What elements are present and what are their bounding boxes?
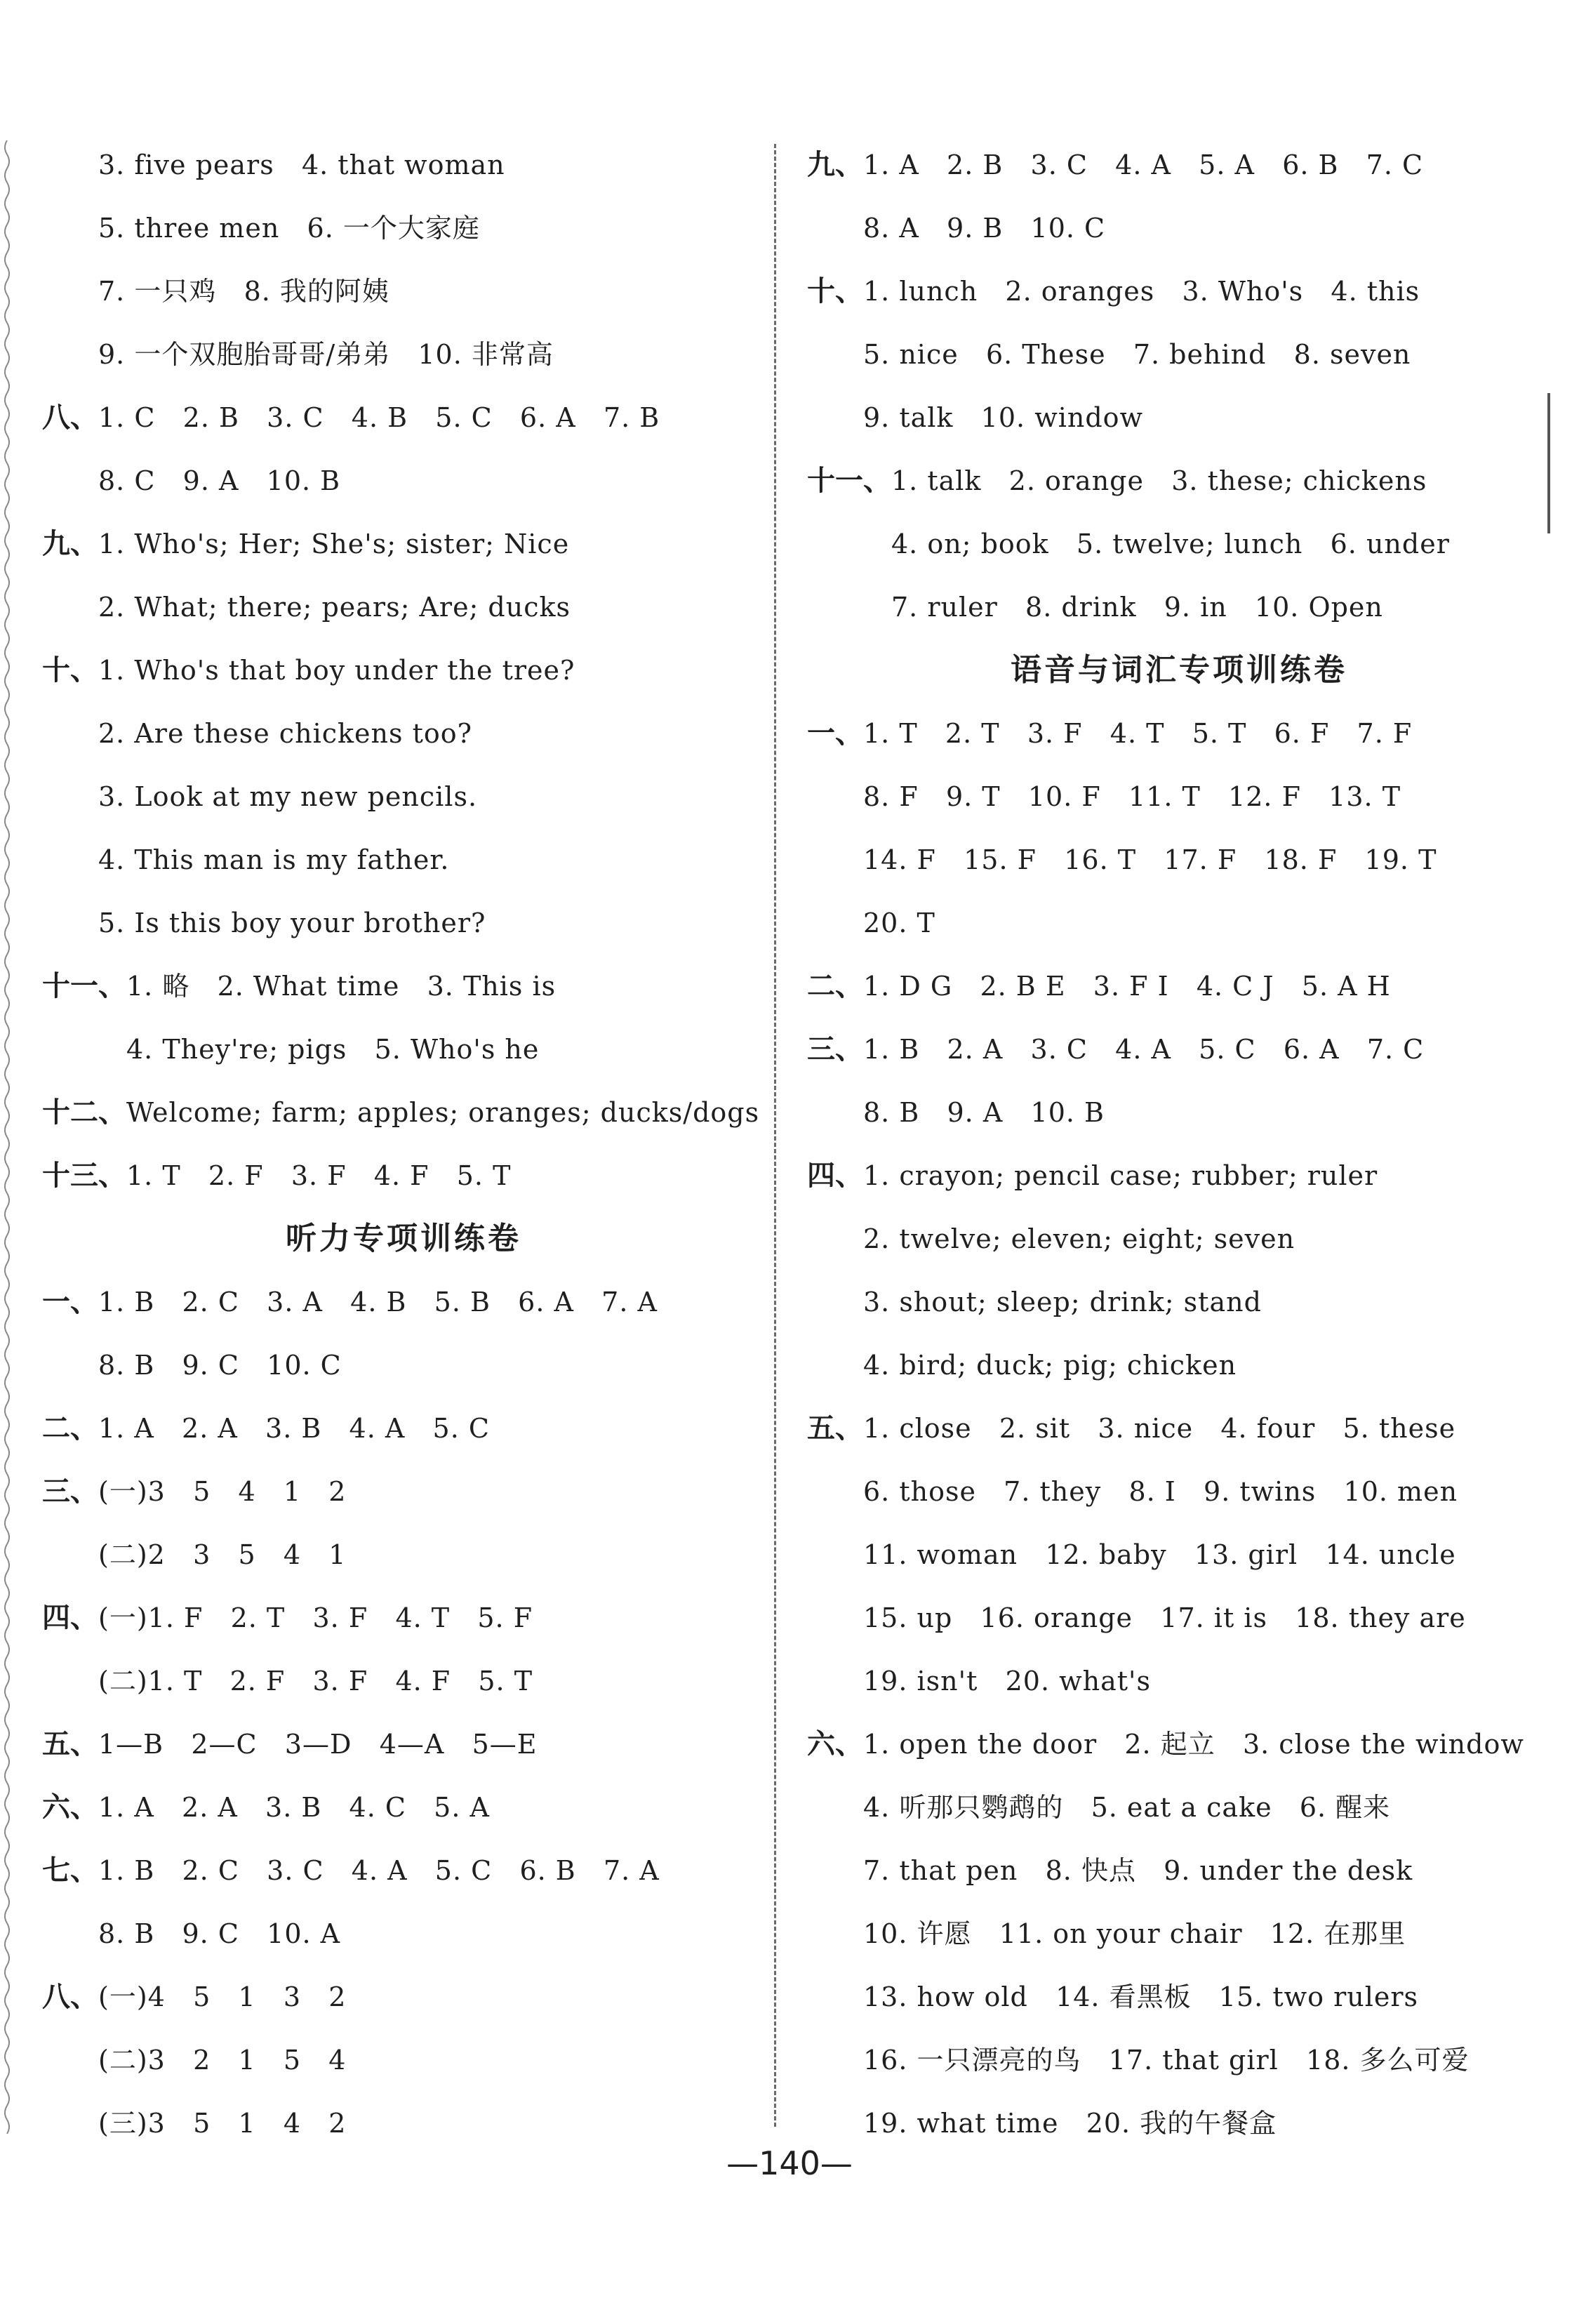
answer-line xyxy=(98,702,472,765)
answer-line xyxy=(42,1081,759,1144)
answer-line xyxy=(863,2028,1470,2092)
answer-line xyxy=(863,386,1143,449)
answer-text: (二)2 3 5 4 1 xyxy=(98,1539,347,1570)
answer-text: 3. Look at my new pencils. xyxy=(98,781,478,812)
section-number: 十二、 xyxy=(42,1096,126,1129)
page-number: —140— xyxy=(726,2144,853,2182)
answer-line xyxy=(42,512,569,576)
answer-line xyxy=(863,1776,1390,1839)
answer-line xyxy=(98,197,480,260)
section-number: 八、 xyxy=(42,401,98,434)
answer-text: 1. open the door 2. 起立 3. close the window xyxy=(863,1729,1524,1760)
answer-line xyxy=(863,1649,1151,1713)
answer-text: 16. 一只漂亮的鸟 17. that girl 18. 多么可爱 xyxy=(863,2045,1470,2076)
answer-line xyxy=(807,1397,1455,1460)
answer-line xyxy=(807,1018,1424,1081)
section-number: 一、 xyxy=(807,717,863,750)
section-number: 六、 xyxy=(42,1791,98,1824)
answer-text: (一)3 5 4 1 2 xyxy=(98,1476,347,1507)
answer-text: 5. nice 6. These 7. behind 8. seven xyxy=(863,339,1411,370)
answer-line xyxy=(98,133,505,197)
section-number: 二、 xyxy=(42,1412,98,1445)
section-number: 四、 xyxy=(42,1602,98,1634)
answer-text: 6. those 7. they 8. I 9. twins 10. men xyxy=(863,1476,1458,1507)
answer-line xyxy=(42,1965,346,2028)
answer-text: 8. B 9. C 10. A xyxy=(98,1918,341,1949)
answer-text: 1. talk 2. orange 3. these; chickens xyxy=(891,465,1427,496)
section-number: 八、 xyxy=(42,1981,98,2013)
section-number: 六、 xyxy=(807,1728,863,1760)
answer-text: 8. C 9. A 10. B xyxy=(98,465,341,496)
answer-text: 5. three men 6. 一个大家庭 xyxy=(98,213,480,244)
answer-text: (二)3 2 1 5 4 xyxy=(98,2045,347,2076)
answer-line xyxy=(863,1334,1237,1397)
answer-text: 3. five pears 4. that woman xyxy=(98,150,505,180)
answer-text: 1. D G 2. B E 3. F I 4. C J 5. A H xyxy=(863,971,1391,1002)
answer-text: (三)3 5 1 4 2 xyxy=(98,2108,347,2139)
answer-text: 1. C 2. B 3. C 4. B 5. C 6. A 7. B xyxy=(98,402,660,433)
answer-line xyxy=(42,639,575,702)
answer-line xyxy=(98,1902,340,1965)
answer-line xyxy=(863,1523,1456,1586)
section-number: 三、 xyxy=(807,1033,863,1065)
answer-text: 1. Who's; Her; She's; sister; Nice xyxy=(98,529,570,559)
answer-line xyxy=(863,891,935,955)
answer-text: 19. what time 20. 我的午餐盒 xyxy=(863,2108,1277,2139)
answer-text: 5. Is this boy your brother? xyxy=(98,908,486,938)
answer-text: 9. 一个双胞胎哥哥/弟弟 10. 非常高 xyxy=(98,339,554,370)
answer-text: 1. B 2. A 3. C 4. A 5. C 6. A 7. C xyxy=(863,1034,1425,1065)
answer-text: 4. 听那只鹦鹉的 5. eat a cake 6. 醒来 xyxy=(863,1792,1391,1823)
answer-text: 1. lunch 2. oranges 3. Who's 4. this xyxy=(863,276,1420,307)
answer-line xyxy=(863,828,1437,891)
answer-line xyxy=(42,1586,533,1649)
answer-text: 1. T 2. T 3. F 4. T 5. T 6. F 7. F xyxy=(863,718,1413,749)
answer-text: 1. 略 2. What time 3. This is xyxy=(126,971,557,1002)
answer-line xyxy=(863,1839,1413,1902)
answer-text: 4. bird; duck; pig; chicken xyxy=(863,1350,1237,1381)
answer-line xyxy=(807,260,1420,323)
answer-line xyxy=(98,765,477,828)
answer-line xyxy=(42,1144,511,1207)
section-heading: 语音与词汇专项训练卷 xyxy=(1011,652,1347,688)
section-number: 七、 xyxy=(42,1854,98,1887)
binding-edge-decoration xyxy=(0,140,14,2134)
answer-line xyxy=(98,891,486,955)
answer-line xyxy=(98,260,389,323)
answer-text: 10. 许愿 11. on your chair 12. 在那里 xyxy=(863,1918,1406,1949)
section-number: 十三、 xyxy=(42,1160,126,1192)
section-number: 十一、 xyxy=(42,970,126,1002)
answer-text: 7. 一只鸡 8. 我的阿姨 xyxy=(98,276,389,307)
section-number: 二、 xyxy=(807,970,863,1002)
answer-line xyxy=(807,133,1423,197)
answer-line xyxy=(98,1649,533,1713)
answer-text: (一)4 5 1 3 2 xyxy=(98,1981,347,2012)
answer-line xyxy=(98,1334,342,1397)
answer-line xyxy=(807,702,1412,765)
answer-text: 2. What; there; pears; Are; ducks xyxy=(98,592,571,623)
section-number: 九、 xyxy=(42,528,98,560)
answer-text: 7. ruler 8. drink 9. in 10. Open xyxy=(891,592,1383,623)
answer-text: 14. F 15. F 16. T 17. F 18. F 19. T xyxy=(863,844,1437,875)
answer-text: 1. A 2. B 3. C 4. A 5. A 6. B 7. C xyxy=(863,150,1424,180)
answer-line xyxy=(98,2028,346,2092)
answer-text: 11. woman 12. baby 13. girl 14. uncle xyxy=(863,1539,1456,1570)
section-number: 十、 xyxy=(42,654,98,686)
answer-line xyxy=(891,512,1450,576)
answer-line xyxy=(807,1144,1378,1207)
answer-line xyxy=(863,1902,1406,1965)
answer-text: 1. B 2. C 3. A 4. B 5. B 6. A 7. A xyxy=(98,1287,658,1317)
answer-text: 4. on; book 5. twelve; lunch 6. under xyxy=(891,529,1450,559)
section-number: 五、 xyxy=(42,1728,98,1760)
answer-text: 8. B 9. A 10. B xyxy=(863,1097,1105,1128)
answer-text: 19. isn't 20. what's xyxy=(863,1666,1151,1696)
answer-text: 9. talk 10. window xyxy=(863,402,1144,433)
answer-text: 3. shout; sleep; drink; stand xyxy=(863,1287,1262,1317)
answer-text: 1—B 2—C 3—D 4—A 5—E xyxy=(98,1729,538,1760)
answer-line xyxy=(807,955,1391,1018)
section-number: 九、 xyxy=(807,149,863,181)
answer-text: 13. how old 14. 看黑板 15. two rulers xyxy=(863,1981,1419,2012)
answer-line xyxy=(863,1460,1458,1523)
answer-line xyxy=(863,1965,1418,2028)
answer-line xyxy=(863,323,1411,386)
section-number: 四、 xyxy=(807,1160,863,1192)
answer-line xyxy=(98,828,449,891)
answer-line xyxy=(42,386,660,449)
answer-line xyxy=(42,1776,490,1839)
answer-line xyxy=(98,449,340,512)
section-number: 十、 xyxy=(807,275,863,307)
answer-text: 1. B 2. C 3. C 4. A 5. C 6. B 7. A xyxy=(98,1855,660,1886)
answer-line xyxy=(42,1460,346,1523)
section-number: 一、 xyxy=(42,1286,98,1318)
answer-line xyxy=(807,1713,1524,1776)
answer-line xyxy=(42,1397,490,1460)
answer-text: Welcome; farm; apples; oranges; ducks/dogs xyxy=(126,1097,760,1128)
answer-line xyxy=(42,1713,537,1776)
answer-line xyxy=(126,1018,539,1081)
section-number: 五、 xyxy=(807,1412,863,1445)
answer-text: 4. They're; pigs 5. Who's he xyxy=(126,1034,540,1065)
answer-text: 1. close 2. sit 3. nice 4. four 5. these xyxy=(863,1413,1456,1444)
answer-line xyxy=(98,576,571,639)
section-number: 十一、 xyxy=(807,465,891,497)
answer-text: 2. twelve; eleven; eight; seven xyxy=(863,1223,1295,1254)
answer-line xyxy=(863,765,1401,828)
answer-text: 1. A 2. A 3. B 4. A 5. C xyxy=(98,1413,490,1444)
answer-text: 8. B 9. C 10. C xyxy=(98,1350,342,1381)
answer-line xyxy=(42,1270,658,1334)
answer-line xyxy=(863,1207,1295,1270)
column-divider xyxy=(774,144,776,2127)
answer-text: 1. crayon; pencil case; rubber; ruler xyxy=(863,1160,1378,1191)
answer-line xyxy=(863,1270,1262,1334)
answer-text: 4. This man is my father. xyxy=(98,844,450,875)
section-heading: 听力专项训练卷 xyxy=(286,1221,521,1256)
answer-text: 1. Who's that boy under the tree? xyxy=(98,655,575,686)
answer-text: 1. A 2. A 3. B 4. C 5. A xyxy=(98,1792,490,1823)
answer-line xyxy=(891,576,1383,639)
scan-edge-mark xyxy=(1547,393,1550,533)
answer-text: (一)1. F 2. T 3. F 4. T 5. F xyxy=(98,1602,533,1633)
answer-line xyxy=(98,1523,346,1586)
answer-line xyxy=(863,1081,1105,1144)
section-number: 三、 xyxy=(42,1475,98,1508)
answer-line xyxy=(98,323,554,386)
answer-text: (二)1. T 2. F 3. F 4. F 5. T xyxy=(98,1666,533,1696)
answer-line xyxy=(42,955,556,1018)
answer-text: 1. T 2. F 3. F 4. F 5. T xyxy=(126,1160,512,1191)
answer-line xyxy=(863,197,1105,260)
answer-text: 8. A 9. B 10. C xyxy=(863,213,1106,244)
answer-text: 2. Are these chickens too? xyxy=(98,718,472,749)
answer-text: 20. T xyxy=(863,908,935,938)
answer-text: 15. up 16. orange 17. it is 18. they are xyxy=(863,1602,1466,1633)
answer-line xyxy=(863,1586,1466,1649)
answer-text: 7. that pen 8. 快点 9. under the desk xyxy=(863,1855,1413,1886)
answer-text: 8. F 9. T 10. F 11. T 12. F 13. T xyxy=(863,781,1401,812)
answer-line xyxy=(42,1839,660,1902)
answer-line xyxy=(807,449,1427,512)
